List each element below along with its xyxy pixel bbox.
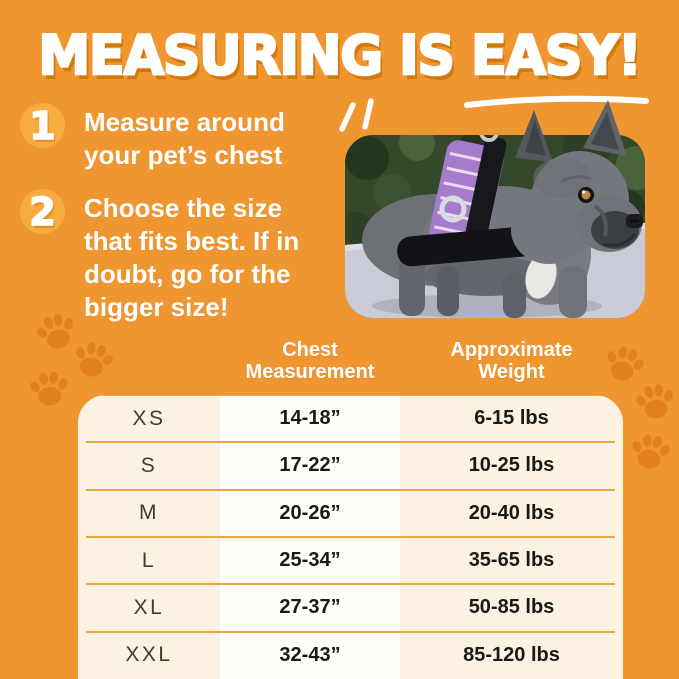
weight-value: 85-120 lbs	[463, 643, 560, 666]
table-row-m	[78, 490, 623, 537]
size-label: XS	[132, 406, 166, 430]
step-2-number-badge: 2	[20, 189, 65, 234]
column-header-weight-line1: Approximate	[450, 339, 573, 361]
chest-value: 17-22”	[279, 454, 341, 477]
emphasis-marks-icon	[342, 101, 371, 129]
chest-value: 32-43”	[279, 643, 341, 666]
column-header-weight	[400, 339, 623, 383]
size-label: L	[141, 548, 157, 572]
step-1-text: Measure around your pet’s chest	[84, 107, 285, 170]
column-header-chest	[220, 339, 400, 383]
size-label: XXL	[125, 643, 173, 667]
table-row-s	[78, 442, 623, 489]
weight-value: 50-85 lbs	[468, 596, 555, 619]
size-label: M	[139, 501, 159, 525]
table-row-xs	[78, 395, 623, 442]
size-label: S	[140, 453, 158, 477]
paw-print-icon	[624, 426, 676, 478]
paw-print-icon	[65, 332, 121, 388]
chest-value: 25-34”	[279, 549, 341, 572]
chest-value: 14-18”	[279, 407, 341, 430]
step-1-number-badge: 1	[20, 103, 65, 148]
weight-value: 20-40 lbs	[468, 501, 555, 524]
column-header-chest-line2: Measurement	[245, 361, 375, 383]
weight-value: 10-25 lbs	[468, 454, 555, 477]
column-header-chest-line1: Chest	[282, 339, 338, 361]
brush-underline-icon	[467, 99, 646, 105]
dog-photo	[337, 88, 659, 338]
step-2-text: Choose the size that fits best. If in doubt, go for the bigger size!	[84, 193, 300, 322]
page-title: MEASURING IS EASY!	[38, 24, 641, 88]
paw-print-icon	[628, 375, 679, 428]
size-label: XL	[133, 595, 165, 619]
table-row-l	[78, 537, 623, 584]
chest-value: 20-26”	[279, 501, 341, 524]
table-row-xl	[78, 584, 623, 631]
column-header-weight-line2: Weight	[478, 361, 545, 383]
table-row-xxl	[78, 632, 623, 679]
chest-value: 27-37”	[279, 596, 341, 619]
size-table	[78, 395, 623, 679]
paw-print-icon	[24, 364, 75, 415]
weight-value: 35-65 lbs	[468, 549, 555, 572]
weight-value: 6-15 lbs	[474, 407, 549, 430]
